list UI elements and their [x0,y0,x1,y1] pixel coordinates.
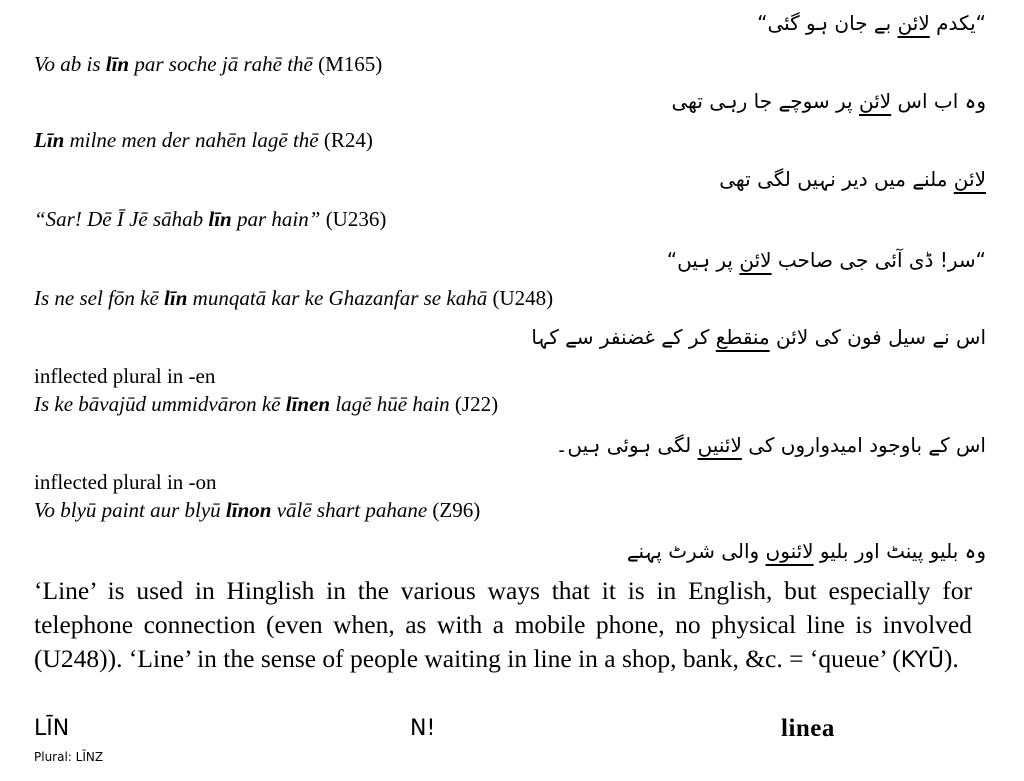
translit-example-3 [34,128,373,152]
translit-example-4 [34,207,386,231]
urdu-example-6 [556,430,986,460]
translit-headword: līn [164,286,188,310]
plural-form: Plural: LĪNZ [34,750,104,764]
source-ref: (M165) [318,52,383,76]
urdu-text: لگی ہوئی ہیں۔ [555,433,698,457]
cross-reference: KYŪ [900,648,944,673]
urdu-headword-underlined: لائنوں [765,539,814,563]
translit-text: Vo blyū paint aur blyū [34,498,226,522]
usage-text-end: ). [943,644,959,673]
translit-text: milne men der nahēn lagē thē [64,128,324,152]
urdu-example-7 [627,536,986,566]
section-label-plural-en: inflected plural in -en [34,364,216,388]
headword: LĪN [34,716,70,741]
etymology-source-word: linea [781,715,835,742]
urdu-text: وہ اب اس [891,89,986,113]
section-label-plural-on: inflected plural in -on [34,470,217,494]
urdu-headword-underlined: لائن [953,167,986,191]
urdu-headword-underlined: لائن [739,248,772,272]
urdu-text: کر کے غضنفر سے کہا [531,325,716,349]
urdu-headword-underlined: لائن [897,11,930,35]
urdu-text: اس کے باوجود امیدواروں کی [741,433,986,457]
translit-text: Vo ab is [34,52,106,76]
urdu-text: بے جان ہو گئی“ [757,11,898,35]
translit-example-7 [34,498,480,522]
usage-paragraph [34,574,972,678]
source-ref: (Z96) [432,498,481,522]
translit-text: par soche jā rahē thē [129,52,319,76]
urdu-text: “یکدم [929,11,986,35]
gender-marker: N! [410,716,436,741]
urdu-text: پر سوچے جا رہی تھی [671,89,859,113]
translit-text: vālē shart pahane [271,498,433,522]
translit-text: lagē hūē hain [330,392,455,416]
usage-text: ‘Line’ is used in Hinglish in the various ways that it is in English, but especially for telephone connection (even when, as with a mobile phone, no physical line is involved (U248)). ‘Line’ in the sense of people waiting in line in a shop, bank, &c. = ‘queue’ ( [34,576,972,673]
source-ref: (J22) [454,392,499,416]
urdu-example-2 [671,86,986,116]
translit-example-6 [34,392,498,416]
translit-headword: Līn [34,128,65,152]
translit-example-5 [34,286,553,310]
urdu-text: اس نے سیل فون کی لائن [769,325,986,349]
urdu-text: پر ہیں“ [666,248,740,272]
urdu-example-3 [719,164,986,194]
urdu-example-5 [531,322,986,352]
urdu-text: “سر! ڈی آئی جی صاحب [771,248,986,272]
translit-text: “Sar! Dē Ī Jē sāhab [34,207,209,231]
urdu-headword-underlined: منقطع [715,325,770,349]
urdu-text: والی شرٹ پہنے [626,539,766,563]
urdu-example-1 [757,8,986,38]
source-ref: (U236) [325,207,387,231]
urdu-text: وہ بلیو پینٹ اور بلیو [813,539,986,563]
translit-headword: līn [105,52,130,76]
translit-text: munqatā kar ke Ghazanfar se kahā [187,286,493,310]
source-ref: (U248) [492,286,554,310]
translit-headword: līn [208,207,232,231]
translit-text: par hain” [231,207,326,231]
translit-text: Is ne sel fōn kē [34,286,165,310]
translit-text: Is ke bāvajūd ummidvāron kē [34,392,286,416]
urdu-text: ملنے میں دیر نہیں لگی تھی [719,167,954,191]
source-ref: (R24) [323,128,373,152]
translit-headword: līnon [225,498,272,522]
translit-example-2 [34,52,382,76]
urdu-headword-underlined: لائن [858,89,892,113]
urdu-example-4 [667,245,986,275]
urdu-headword-underlined: لائنیں [697,433,742,457]
translit-headword: līnen [285,392,331,416]
